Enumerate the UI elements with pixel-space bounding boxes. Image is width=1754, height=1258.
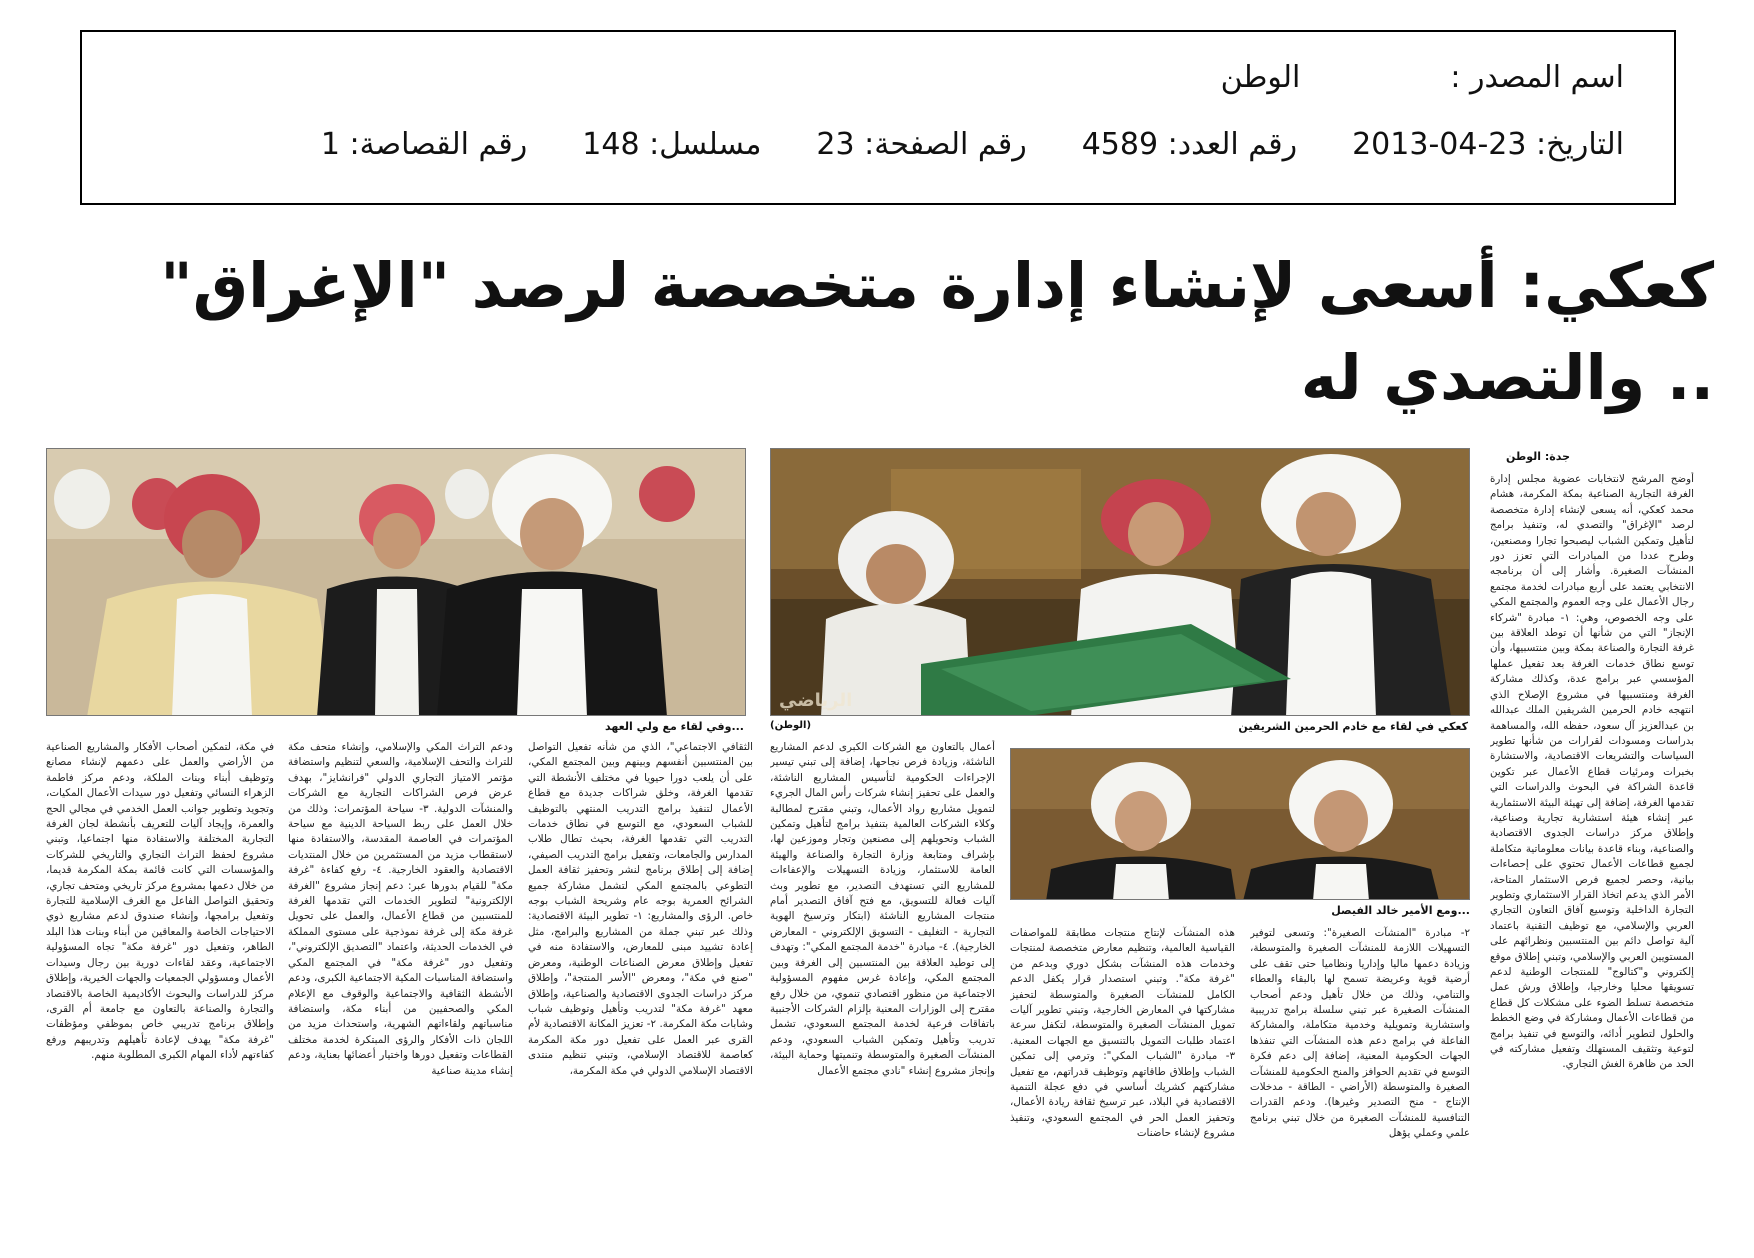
details-row <box>321 127 1624 162</box>
source-value: الوطن <box>1220 60 1301 95</box>
article-column-4: أعمال بالتعاون مع الشركات الكبرى لدعم المشاريع الناشئة، وزيادة فرص نجاحها، إضافة إلى تبني تيسير الإجراءات الحكومية لتأسيس المشاريع الناشئة، والعمل على تحفيز إنشاء شركات رأس المال الجريء لتمويل مشاريع رواد الأعمال، وتبني مقترح لمطالبة وكلاء الشركات العالمية بتنفيذ برامج لتأهيل وتمكين الشباب وتحويلهم إلى مصنعين وتجار وموزعين لها، بإشراف ومتابعة وزارة التجارة والصناعة والهيئة العامة للاستثمار، وزيادة التسهيلات والإعفاءات للمشاريع التي تستهدف التصدير، مع تطوير وبث آليات فعالة للتسويق، مع فتح آفاق التصدير أمام منتجات المشاريع الناشئة (ابتكار وترسيخ الهوية التجارية - التغليف - التسويق الإلكتروني - المعارض الخارجية). ٤- مبادرة "خدمة المجتمع المكي": وتهدف إلى توطيد العلاقة بين المنتسبين إلى الغرفة وبين المجتمع المكي، وإعادة غرس مفهوم المسؤولية الاجتماعية من منظور اقتصادي تنموي، من خلال رفع مقترح إلى الوزارات المعنية بإلزام الشركات الأجنبية باتفاقات فرعية لخدمة المجتمع السعودي، تشمل تدريب وتأهيل وتمكين الشباب السعودي، ودعم المنشآت الصغيرة والمتوسطة وتنميتها وحماية البيئة، وإنجاز مشروع إنشاء "نادي مجتمع الأعمال <box>770 741 995 1077</box>
issue-number-field: رقم العدد: 4589 <box>1081 127 1298 162</box>
article-column-7: في مكة، لتمكين أصحاب الأفكار والمشاريع الصناعية من الأراضي والعمل على دعمهم لإنشاء مصانع وتوظيف أبناء وبنات الملكة، ودعم مركز فاطمة الزهراء النسائي وتفعيل دور سيدات الأعمال المكيات، وتجويد وتطوير جوانب العمل الخدمي في مجالي الحج والعمرة، وإيجاد آليات للتعريف بأنشطة لجان الغرفة التجارية المختلفة والاستفادة منها اجتماعيا، وتبني مشروع لحفظ التراث التجاري والتاريخي للشركات والمؤسسات التي كانت قائمة بمكة المكرمة قديما، من خلال دعمها بمشروع مركز تاريخي ومتحف تجاري، وتحقيق التواصل الفاعل مع الغرف الإسلامية للتجارة وتفعيل برامجها، وإنشاء صندوق لدعم مشاريع ذوي الاحتياجات الخاصة والمعاقين من أبناء وبنات هذا البلد الطاهر، وتفعيل دور "غرفة مكة" تجاه المسؤولية الاجتماعية، وعقد لقاءات دورية بين رجال وسيدات الأعمال ومسؤولي الجمعيات والجهات الخيرية، وإطلاق مركز للدراسات والبحوث الأكاديمية الخاصة بالاقتصاد والتجارة والصناعة بالتعاون مع جامعة أم القرى، وإطلاق برنامج تدريبي خاص بموظفي ومؤظفات "غرفة مكة" يهدف لإعادة تأهيلهم وتدريبهم ورفع كفاءتهم لأداء المهام الكبرى المطلوبة منهم. <box>46 741 274 1062</box>
photo-meeting-crown-prince <box>46 448 746 716</box>
photo-crown-prince-illustration <box>47 449 746 716</box>
page-number-field: رقم الصفحة: 23 <box>816 127 1027 162</box>
source-metadata-box <box>80 30 1676 205</box>
photo-prince-khalid <box>1010 748 1470 900</box>
photo-crown-prince-caption: ...وفي لقاء مع ولي العهد <box>605 720 744 733</box>
source-row <box>1221 60 1624 95</box>
article-column-2: ٢- مبادرة "المنشآت الصغيرة": وتسعى لتوفير التسهيلات اللازمة للمنشآت الصغيرة والمتوسطة، وزيادة دعمها ماليا وإداريا ونظاميا حتى تقف على أرضية قوية وعريضة تسمح لها بالبقاء والعطاء والتنامي، وذلك من خلال تأهيل ودعم أصحاب المنشآت الصغيرة عبر تبني سلسلة برامج تدريبية واستشارية وتمويلية وخدمية متكاملة، والمشاركة الفاعلة في برامج دعم هذه المنشآت التي تنفذها الجهات الحكومية المعنية، إضافة إلى دعم فكرة التوسع في تقديم الحوافز والمنح الحكومية للمنشآت الصغيرة والمتوسطة (الأراضي - الطاقة - مدخلات الإنتاج - منح التصدير وغيرها). ودعم القدرات التنافسية للمنشآت الصغيرة من خلال تبني برنامج علمي وعملي يؤهل <box>1250 927 1470 1140</box>
article-column-6: ودعم التراث المكي والإسلامي، وإنشاء متحف مكة للتراث والتحف الإسلامية، والسعي لتنظيم واستضافة مؤتمر الامتياز التجاري الدولي "فرانشايز"، بهدف عرض فرص الشراكات التجارية مع الشركات والمنشآت الدولية. ٣- سياحة المؤتمرات: وذلك من خلال العمل على ربط السياحة الدينية مع سياحة المؤتمرات في العاصمة المقدسة، والاستفادة منها لاستقطاب مزيد من المستثمرين من خلال المنتديات الاقتصادية والعقود الخارجية. ٤- رفع كفاءة "غرفة مكة" للقيام بدورها عبر: دعم إنجاز مشروع "الغرفة الإلكترونية" لتطوير الخدمات التي تقدمها الغرفة للمنتسبين من قطاع الأعمال، والعمل على تحويل غرفة مكة إلى غرفة نموذجية على مستوى المملكة في الخدمات الحديثة، واعتماد "التصديق الإلكتروني"، وتفعيل دور "غرفة مكة" في المجتمع المكي واستضافة المناسبات المكية الاجتماعية الكبرى، ودعم الأنشطة الثقافية والاجتماعية والوقوف مع الإعلام المكي والصحفيين من أبناء مكة، واستضافة مناسباتهم ولقاءاتهم الشهرية، واستحداث مزيد من اللجان ذات الأفكار والرؤى المبتكرة لخدمة مختلف القطاعات وتفعيل دورها واختيار أعضائها بعناية، ودعم إنشاء مدينة صناعية <box>288 741 513 1077</box>
photo-king-caption: كعكي في لقاء مع خادم الحرمين الشريفين <box>1238 720 1468 733</box>
serial-field: مسلسل: 148 <box>582 127 762 162</box>
article-headline <box>154 240 1714 424</box>
article-dateline: جدة: الوطن <box>1505 450 1570 463</box>
photo-prince-khalid-illustration <box>1011 749 1470 900</box>
photo-meeting-king <box>770 448 1470 716</box>
date-field: التاريخ: 23-04-2013 <box>1352 127 1624 162</box>
source-label: اسم المصدر : <box>1450 60 1624 95</box>
article-column-3: هذه المنشآت لإنتاج منتجات مطابقة للمواصفات القياسية العالمية، وتنظيم معارض متخصصة لمنتجات وخدمات هذه المنشآت بشكل دوري وبدعم من "غرفة مكة". وتبني استصدار قرار يكفل الدعم الكامل للمنشآت الصغيرة والمتوسطة لتحفيز مشاركتها في المعارض الخارجية، وتبني تطوير آليات تمويل المنشآت الصغيرة والمتوسطة، لتكفل سرعة اعتماد طلبات التمويل بالتنسيق مع الجهات المعنية. ٣- مبادرة "الشباب المكي": وترمي إلى تمكين الشباب وإطلاق طاقاتهم وتوظيف قدراتهم، مع تفعيل مشاركتهم كشريك أساسي في دفع عجلة التنمية الاقتصادية في البلاد، عبر ترسيخ ثقافة ريادة الأعمال، وتحفيز العمل الحر في المجتمع السعودي، وتنفيذ مشروع لإنشاء حاضنات <box>1010 927 1235 1140</box>
photo-watermark: الرياضي <box>779 690 853 711</box>
headline-line-2: .. والتصدي له <box>1300 341 1714 414</box>
article-column-1: أوضح المرشح لانتخابات عضوية مجلس إدارة الغرفة التجارية الصناعية بمكة المكرمة، هشام محمد كعكي، أنه يسعى لإنشاء إدارة متخصصة لرصد "الإغراق" والتصدي له، وتنفيذ برامج لتأهيل وتمكين الشباب ليصبحوا تجارا ومصنعين، وطرح عددا من المبادرات التي تعزز دور المنشآت الصغيرة. وأشار إلى أن برنامجه الانتخابي يعتمد على أربع مبادرات لخدمة مجتمع رجال الأعمال على وجه العموم والمجتمع المكي على وجه الخصوص، وهي: ١- مبادرة "شركاء الإنجاز" التي من شأنها أن توطد العلاقة بين غرفة التجارة والصناعة بمكة وبين منتسبيها، وأن توسع نطاق خدمات الغرفة بعد تفعيل عملها المؤسسي عبر برامج عدة، وكذلك مشاركة الغرفة ومنتسبيها في مشروع الإصلاح الذي انتهجه خادم الحرمين الشريفين الملك عبدالله بن عبدالعزيز آل سعود، حفظه الله، والمساهمة بدراسات ومسودات لقرارات من شأنها تطوير السياسات والتشريعات الاقتصادية، والاستشارة بخبرات ومرئيات قطاع الأعمال عبر تكوين قاعدة الشراكة في البحوث والدراسات التي تقدمها الغرفة، إضافة إلى تهيئة البيئة الاستثمارية عبر إنشاء هيئة استشارية تجارية وصناعية، وإطلاق مركز دراسات الجدوى الاقتصادية والصناعية، وبناء قاعدة بيانات معلوماتية متكاملة لجميع قطاعات الأعمال تحتوي على إحصاءات بيانية، وحصر لجميع فرص الاستثمار المتاحة، الأمر الذي يدعم اتخاذ القرار الاستثماري وتطوير التجارة الداخلية وتوسيع آفاق التعاون التجاري العربي والإسلامي، مع توظيف التقنية باعتماد آلية تواصل دائم بين المنتسبين ونظرائهم على المستويين العربي والإسلامي، وتبني إطلاق موقع إلكتروني و"كتالوج" للمنتجات الوطنية لدعم تسويقها محليا وخارجيا، وإطلاق ورش عمل متخصصة تسلط الضوء على مشكلات كل قطاع من قطاعات الأعمال ومشاركة في وضع الخطط والحلول لتطوير أدائه، والتوسع في تنفيذ برامج لتوعية وتثقيف المستهلك وتفعيل مشاركته في الحد من ظاهرة الغش التجاري. <box>1490 473 1694 1071</box>
photo-prince-khalid-caption: ...ومع الأمير خالد الفيصل <box>1331 904 1470 917</box>
article-column-5: الثقافي الاجتماعي"، الذي من شأنه تفعيل التواصل بين المنتسبين أنفسهم وبينهم وبين المجتمع المكي، على أن يلعب دورا حيويا في مختلف الأنشطة التي تقدمها الغرفة، وخلق شراكات جديدة مع قطاع الأعمال لتنفيذ برامج التدريب المنتهي بالتوظيف للشباب السعودي، مع التوسع في نطاق خدمات التدريب التي تقدمها الغرفة، بحيث تطال طلاب المدارس والجامعات، وتفعيل برامج التدريب الصيفي، إضافة إلى إطلاق برنامج لنشر وتحفيز ثقافة العمل التطوعي بالمجتمع المكي لتشمل مشاركة جميع الشرائح العمرية بوجه عام وشريحة الشباب بوجه خاص. الرؤى والمشاريع: ١- تطوير البيئة الاقتصادية: وذلك عبر تبني جملة من المشاريع والبرامج، مثل إعادة تشييد مبنى للمعارض، والاستفادة منه في تفعيل وإطلاق معرض الصناعات الوطنية، ومعرض "صنع في مكة"، ومعرض "الأسر المنتجة"، وإطلاق مركز دراسات الجدوى الاقتصادية والصناعية، وإطلاق معهد "غرفة مكة" لتدريب وتأهيل وتوظيف شباب وشابات مكة المكرمة. ٢- تعزيز المكانة الاقتصادية لأم القرى عبر العمل على تفعيل دور مكة المكرمة كعاصمة للاقتصاد الإسلامي، وتبني تنظيم منتدى الاقتصاد الإسلامي الدولي في مكة المكرمة، <box>528 741 753 1077</box>
clip-number-field: رقم القصاصة: 1 <box>320 127 528 162</box>
photo-credit: (الوطن) <box>770 720 812 731</box>
headline-line-1: كعكي: أسعى لإنشاء إدارة متخصصة لرصد "الإغراق" <box>160 249 1714 322</box>
photo-king-illustration <box>771 449 1470 716</box>
